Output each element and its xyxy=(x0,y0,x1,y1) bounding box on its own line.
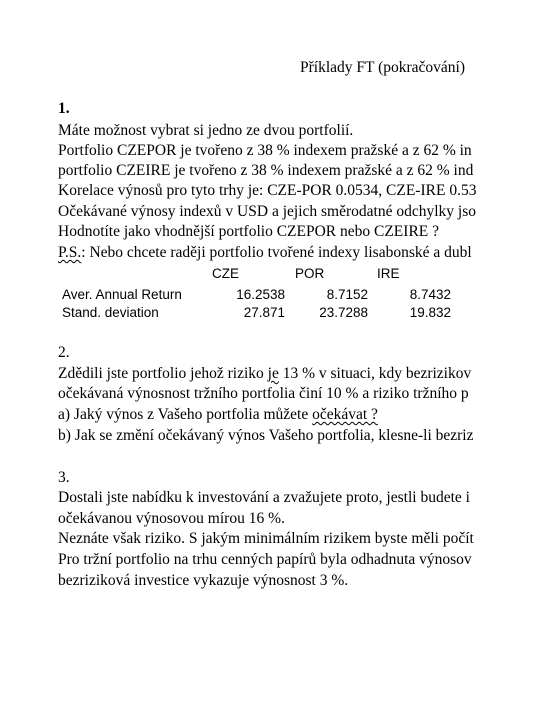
q2-line xyxy=(58,406,378,424)
question-1-number: 1. xyxy=(58,100,70,117)
q3-line: Neznáte však riziko. S jakým minimálním rizikem byste měli počít xyxy=(58,530,474,547)
table-cell: 8.7152 xyxy=(326,287,368,302)
question-2-number: 2. xyxy=(58,344,70,361)
table-header-ire: IRE xyxy=(377,266,400,281)
q2-line xyxy=(58,385,469,403)
q1-line: portfolio CZEIRE je tvořeno z 38 % indexem pražské a z 62 % ind xyxy=(58,162,474,179)
q2-text-underlined: očekávat ? xyxy=(312,406,378,423)
q2-text: 13 % v situaci, kdy bezrizikov xyxy=(278,365,472,382)
q1-line: Očekávané výnosy indexů v USD a jejich směrodatné odchylky jso xyxy=(58,203,476,220)
table-cell: 23.7288 xyxy=(319,305,368,320)
q2-text: očekávaná výnosnost tržního portfolia činí 10 % a riziko tržního p xyxy=(58,385,469,402)
table-header-por: POR xyxy=(295,266,325,281)
q2-text: a) Jaký výnos z Vašeho portfolia můžete xyxy=(58,406,313,423)
q2-text: Zdědili jste portfolio jehož riziko xyxy=(58,365,268,382)
table-cell: 16.2538 xyxy=(236,287,285,302)
table-cell: 19.832 xyxy=(409,305,451,320)
ps-text: : Nebo chcete raději portfolio tvořené indexy lisabonské a dubl xyxy=(81,244,472,261)
q2-text-underlined: je xyxy=(267,365,279,382)
q1-line: Hodnotíte jako vhodnější portfolio CZEPOR nebo CZEIRE ? xyxy=(58,223,439,240)
table-header-cze: CZE xyxy=(212,266,239,281)
q1-ps-line xyxy=(58,244,472,262)
q2-line: b) Jak se změní očekávaný výnos Vašeho portfolia, klesne-li bezriz xyxy=(58,427,474,444)
table-row-label: Aver. Annual Return xyxy=(62,287,182,302)
table-row-label: Stand. deviation xyxy=(62,305,159,320)
q3-line: Pro tržní portfolio na trhu cenných papírů byla odhadnuta výnosov xyxy=(58,551,472,568)
table-cell: 8.7432 xyxy=(409,287,451,302)
q2-line xyxy=(58,365,471,383)
q1-line: Korelace výnosů pro tyto trhy je: CZE-POR 0.0534, CZE-IRE 0.53 xyxy=(58,182,477,199)
q3-line: Dostali jste nabídku k investování a zvažujete proto, jestli budete i xyxy=(58,489,470,506)
table-cell: 27.871 xyxy=(243,305,285,320)
q3-line: očekávanou výnosovou mírou 16 %. xyxy=(58,510,285,527)
ps-abbreviation: P.S. xyxy=(58,244,82,261)
q3-line: bezriziková investice vykazuje výnosnost 3 %. xyxy=(58,572,349,589)
q1-line: Portfolio CZEPOR je tvořeno z 38 % indexem pražské a z 62 % in xyxy=(58,142,472,159)
page-title: Příklady FT (pokračování) xyxy=(300,59,466,76)
question-3-number: 3. xyxy=(58,469,70,486)
q1-line: Máte možnost vybrat si jedno ze dvou portfolií. xyxy=(58,122,354,139)
